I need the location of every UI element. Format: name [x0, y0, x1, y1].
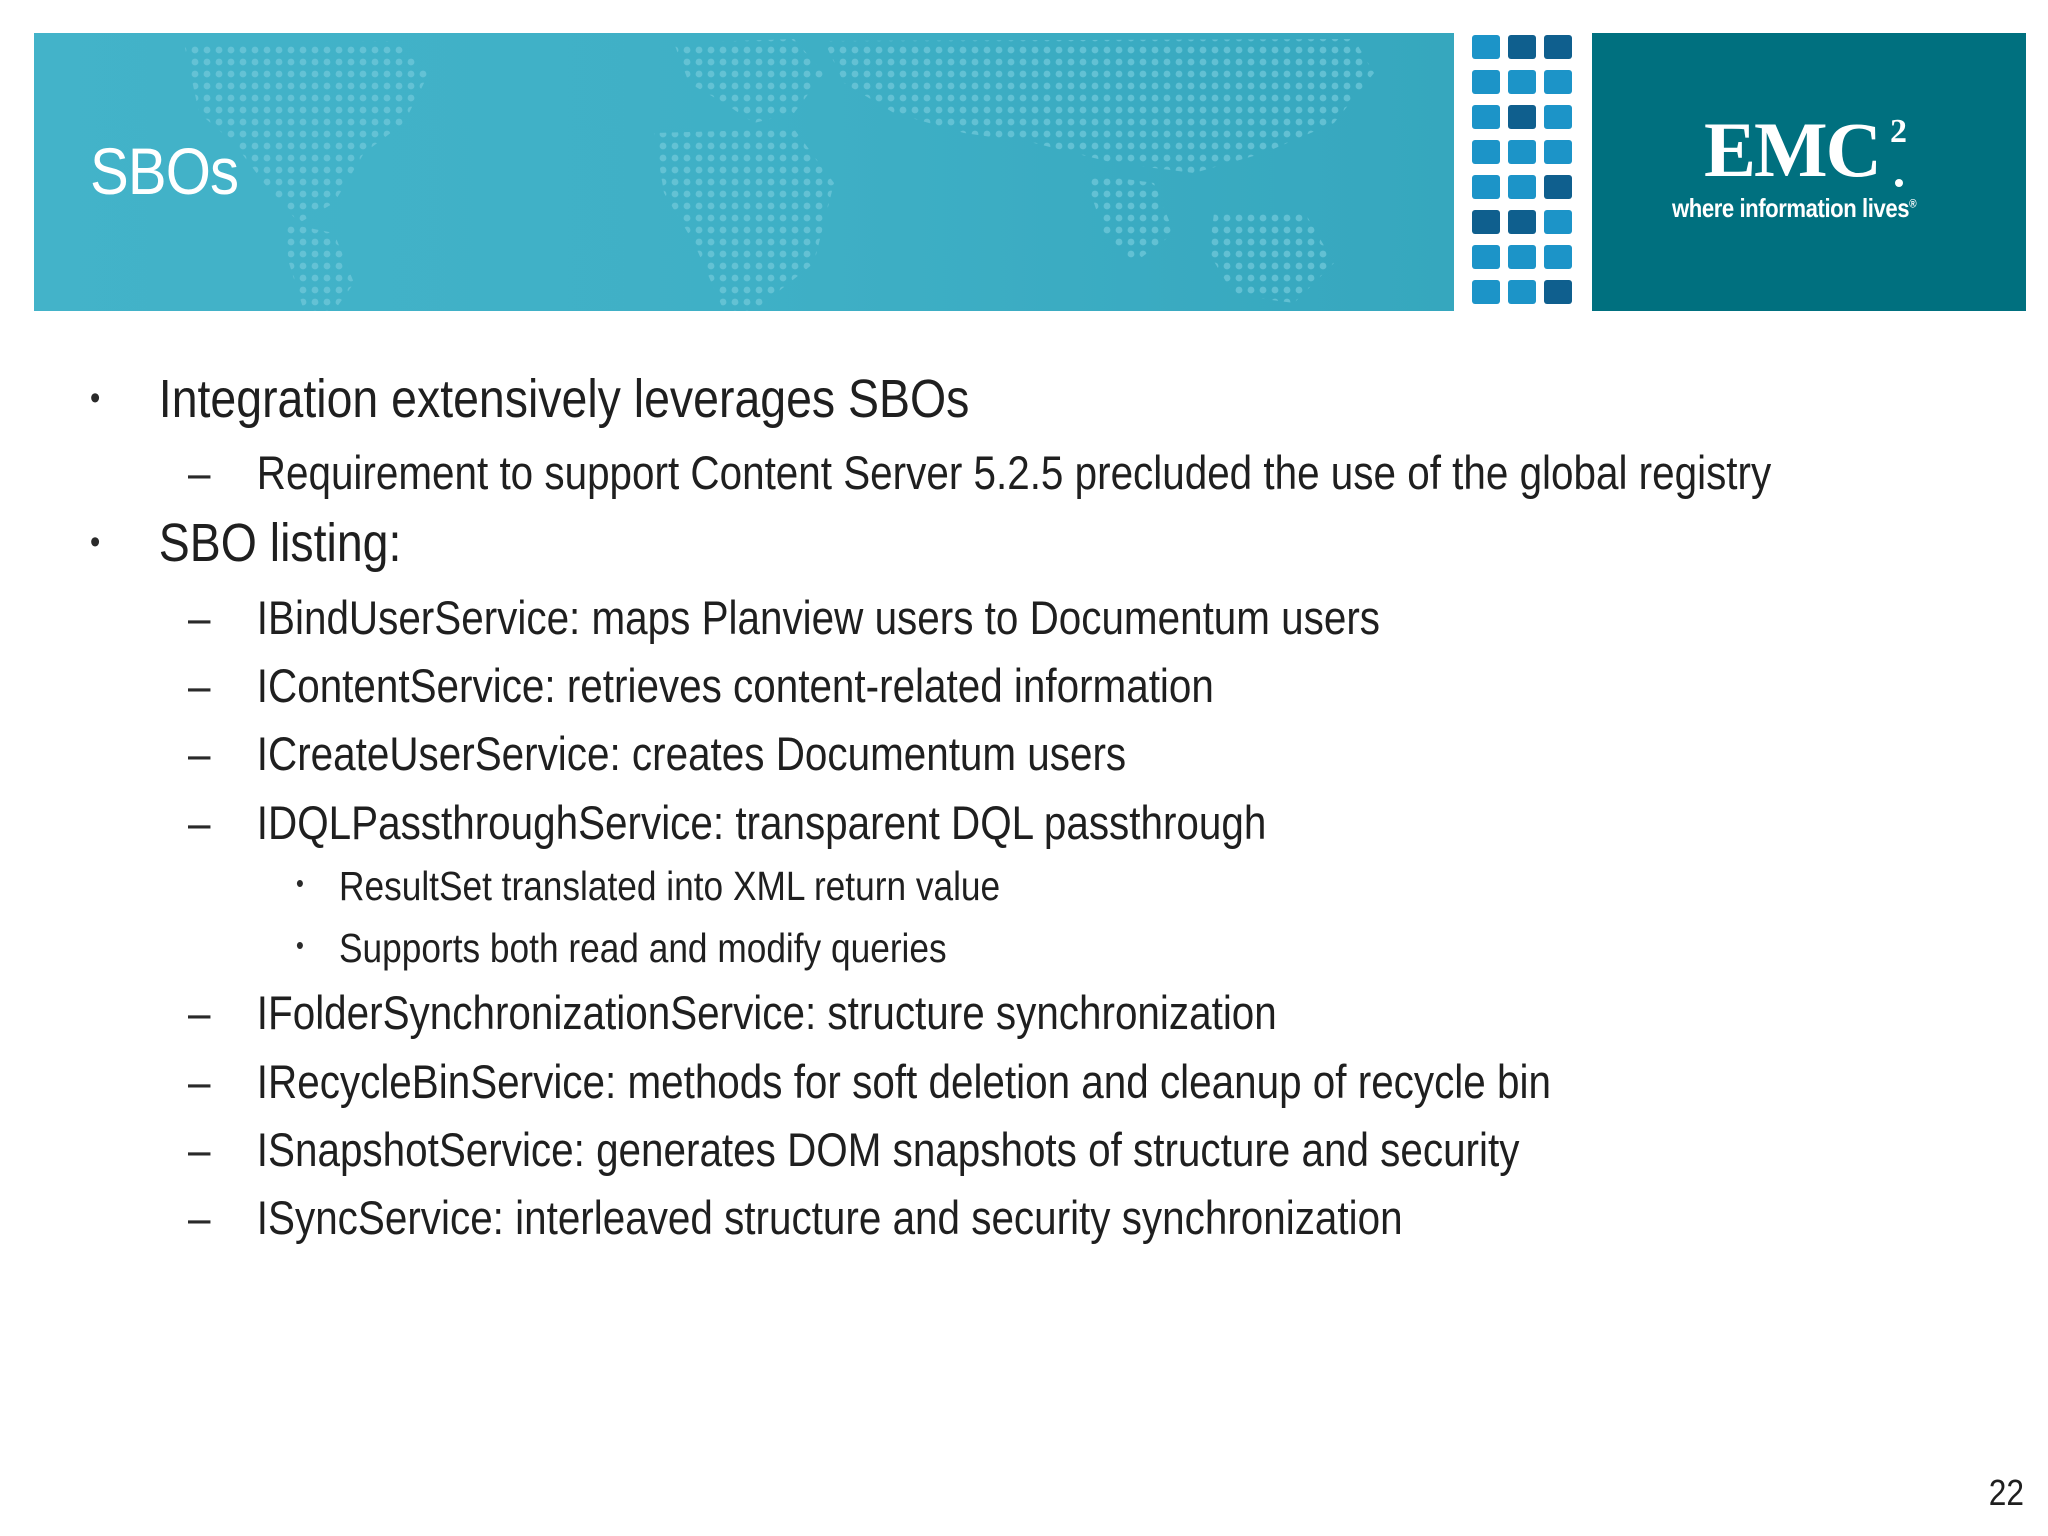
slide-title: SBOs — [90, 134, 239, 208]
bullet-marker: • — [90, 379, 101, 417]
bullet-item — [188, 985, 1277, 1040]
bullet-item — [188, 795, 1266, 850]
bullet-item — [296, 925, 947, 972]
bullet-text: ISnapshotService: generates DOM snapshots of structure and security — [256, 1123, 1520, 1176]
bullet-text: IRecycleBinService: methods for soft deletion and cleanup of recycle bin — [256, 1055, 1551, 1108]
bullet-text: ISyncService: interleaved structure and security synchronization — [256, 1191, 1403, 1244]
bullet-marker: • — [296, 930, 304, 960]
bullet-item — [296, 863, 1000, 910]
bullet-text: ICreateUserService: creates Documentum users — [256, 727, 1127, 780]
bullet-text: IContentService: retrieves content-related information — [256, 659, 1214, 712]
bullet-item — [90, 368, 969, 430]
bullet-marker: – — [188, 1123, 211, 1176]
bullet-marker: – — [188, 1191, 211, 1244]
bullet-item — [188, 726, 1126, 781]
bullet-marker: • — [90, 523, 101, 561]
bullet-marker: – — [188, 591, 211, 644]
bullet-item — [188, 590, 1380, 645]
page-number: 22 — [1988, 1472, 2024, 1513]
bullet-text: IBindUserService: maps Planview users to Documentum users — [256, 591, 1381, 644]
bullet-item — [188, 1054, 1551, 1109]
bullet-marker: – — [188, 796, 211, 849]
bullet-item — [188, 658, 1214, 713]
bullet-text: ResultSet translated into XML return value — [339, 863, 1001, 909]
bullet-text: IDQLPassthroughService: transparent DQL passthrough — [256, 796, 1267, 849]
bullet-marker: • — [296, 868, 304, 898]
bullet-marker: – — [188, 659, 211, 712]
trademark-mark: ® — [1909, 196, 1917, 211]
bullet-item — [90, 512, 401, 574]
bullet-text: SBO listing: — [158, 513, 402, 573]
bullet-text: Integration extensively leverages SBOs — [158, 369, 970, 429]
tagline-text: where information lives — [1672, 193, 1910, 223]
bullet-marker: – — [188, 446, 211, 499]
bullet-text: IFolderSynchronizationService: structure synchronization — [256, 986, 1277, 1039]
bullet-item — [188, 1190, 1403, 1245]
bullet-text: Supports both read and modify queries — [339, 925, 947, 971]
emc-logo-wordmark: EMC — [1704, 106, 1880, 193]
bullet-marker: – — [188, 986, 211, 1039]
bullet-item — [188, 445, 1771, 500]
bullet-text: Requirement to support Content Server 5.2.5 precluded the use of the global registry — [256, 446, 1772, 499]
bullet-marker: – — [188, 1055, 211, 1108]
emc-logo-superscript: 2 — [1890, 113, 1907, 150]
bullet-item — [188, 1122, 1519, 1177]
bullet-marker: – — [188, 727, 211, 780]
